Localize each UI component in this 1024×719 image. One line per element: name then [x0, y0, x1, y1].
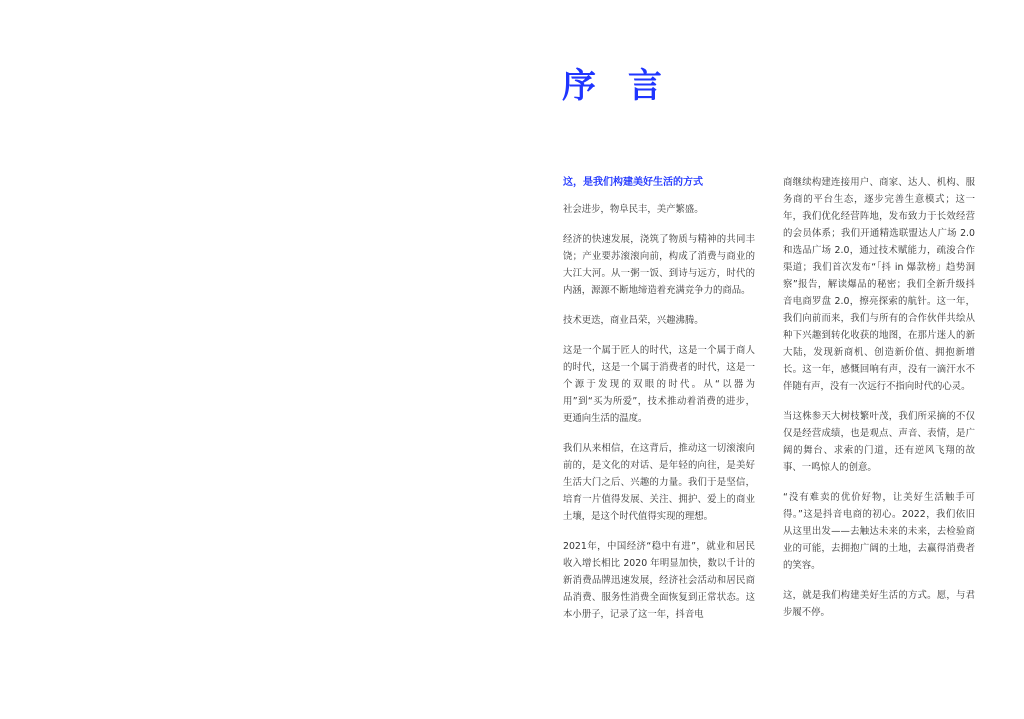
page-title: 序 言 — [562, 66, 672, 106]
paragraph: 商继续构建连接用户、商家、达人、机构、服务商的平台生态，逐步完善生意模式；这一年，我们优化经营阵地，发布致力于长效经营的会员体系；我们开通精选联盟达人广场 2.0 和选品广场 2.0，通过技术赋能力，疏浚合作渠道；我们首次发布“「抖 in 爆款榜」趋势洞察”报告，解读爆品的秘密；我们全新升级抖音电商罗盘 2.0，擦亮探索的航针。这一年，我们向前而来，我们与所有的合作伙伴共绘从种下兴趣到转化收获的地图，在那片迷人的新大陆，发现新商机、创造新价值、拥抱新增长。这一年，感慨回响有声，没有一滴汗水不伴随有声，没有一次远行不指向时代的心灵。 — [783, 177, 975, 392]
paragraph: 经济的快速发展，浇筑了物质与精神的共同丰饶；产业要苏滚滚向前，构成了消费与商业的大江大河。从一粥一饭、到诗与远方，时代的内涵，源源不断地缔造着充满竞争力的商品。 — [563, 234, 755, 296]
paragraph: 我们从来相信，在这背后，推动这一切滚滚向前的，是文化的对话、是年轻的向往，是美好生活大门之后、兴趣的力量。我们于是坚信，培育一片值得发展、关注、拥护、爱上的商业土壤，是这个时代值得实现的理想。 — [563, 443, 755, 522]
paragraph: 当这株参天大树枝繁叶茂，我们所采摘的不仅仅是经营成绩，也是观点、声音、表情，是广阔的舞台、求索的门道，还有逆风飞翔的故事、一鸣惊人的创意。 — [783, 411, 975, 473]
paragraph: 2021年，中国经济“稳中有进”，就业和居民收入增长相比 2020 年明显加快，数以千计的新消费品牌迅速发展，经济社会活动和居民商品消费、服务性消费全面恢复到正常状态。这本小册子，记录了这一年，抖音电 — [563, 541, 755, 620]
paragraph: 这是一个属于匠人的时代，这是一个属于商人的时代，这是一个属于消费者的时代，这是一个源于发现的双眼的时代。从“以器为用”到“买为所爱”，技术推动着消费的进步，更通向生活的温度。 — [563, 345, 755, 424]
right-text-column — [783, 174, 975, 621]
section-heading: 这，是我们构建美好生活的方式 — [563, 177, 703, 188]
paragraph: 这，就是我们构建美好生活的方式。愿，与君步履不停。 — [783, 590, 975, 618]
paragraph: 技术更迭，商业昌荣，兴趣沸腾。 — [563, 315, 704, 326]
paragraph: 社会进步，物阜民丰，美产繁盛。 — [563, 204, 704, 215]
paragraph: “没有难卖的优价好物，让美好生活触手可得。”这是抖音电商的初心。2022，我们依旧从这里出发——去触达未来的未来，去检验商业的可能，去拥抱广阔的土地，去赢得消费者的笑容。 — [783, 492, 975, 571]
left-text-column — [563, 174, 755, 623]
